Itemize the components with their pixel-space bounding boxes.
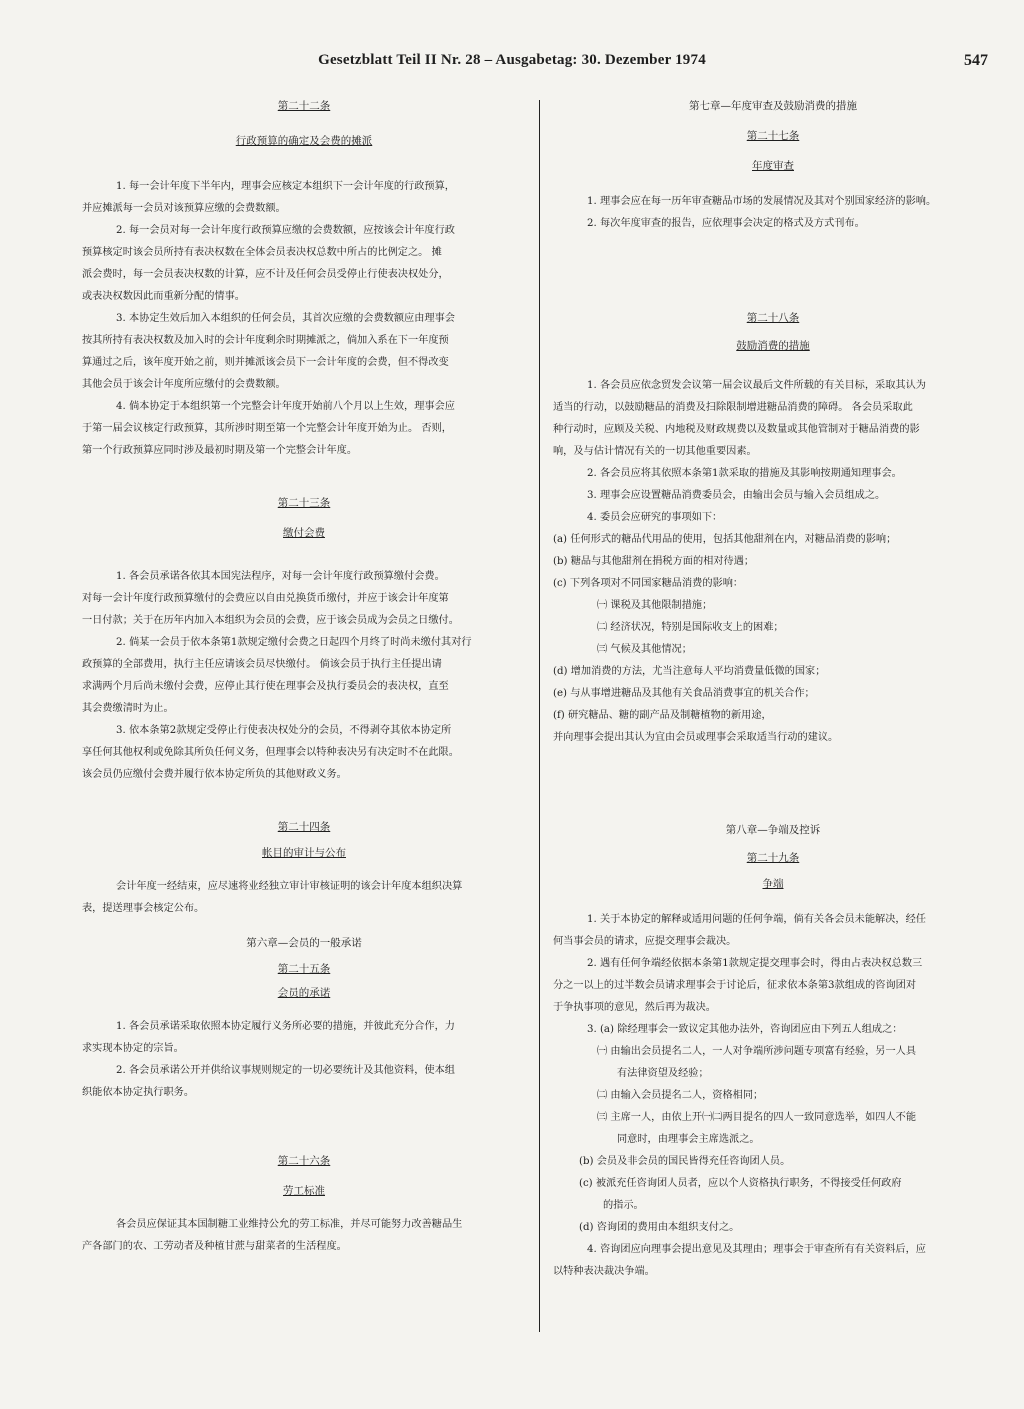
paragraph: 2. 每次年度审查的报告，应依理事会决定的格式及方式刊布。 [587,218,865,229]
article-24-number: 第二十四条 [277,821,331,833]
paragraph: 其会费缴清时为止。 [82,703,174,714]
paragraph: 并向理事会提出其认为宜由会员或理事会采取适当行动的建议。 [553,732,839,743]
paragraph: 3. 理事会应设置糖品消费委员会，由输出会员与输入会员组成之。 [587,490,886,501]
list-item: ㈡ 由输入会员提名二人，资格相同； [597,1090,764,1101]
list-item: (e) 与从事增进糖品及其他有关食品消费事宜的机关合作； [553,688,815,699]
paragraph: 享任何其他权利或免除其所负任何义务，但理事会以特种表决另有决定时不在此限。 [82,747,459,758]
list-item: (c) 下列各项对不同国家糖品消费的影响： [553,578,744,589]
paragraph: 织能依本协定执行职务。 [82,1087,195,1098]
paragraph: 以特种表决裁决争端。 [553,1266,655,1277]
paragraph: 并应摊派每一会员对该预算应缴的会费数额。 [82,203,286,214]
article-26-number: 第二十六条 [277,1155,331,1167]
paragraph: 预算核定时该会员所持有表决权数在全体会员表决权总数中所占的比例定之。 摊 [82,247,442,258]
page-number: 547 [964,52,988,69]
article-28-number: 第二十八条 [746,312,800,324]
list-item: (d) 增加消费的方法，尤当注意每人平均消费量低微的国家； [553,666,826,677]
chapter-6-heading: 第六章—会员的一般承诺 [246,937,362,949]
paragraph: 1. 理事会应在每一历年审查糖品市场的发展情况及其对个别国家经济的影响。 [587,196,937,207]
paragraph: 3. 本协定生效后加入本组织的任何会员，其首次应缴的会费数额应由理事会 [116,313,455,324]
list-item: (c) 被派充任咨询团人员者，应以个人资格执行职务，不得接受任何政府 [579,1178,902,1189]
paragraph: 适当的行动，以鼓励糖品的消费及扫除限制增进糖品消费的障碍。 各会员采取此 [553,402,913,413]
list-item: (d) 咨询团的费用由本组织支付之。 [579,1222,740,1233]
paragraph: 其他会员于该会计年度所应缴付的会费数额。 [82,379,286,390]
gazette-title: Gesetzblatt Teil II Nr. 28 – Ausgabetag: 30. Dezember 1974 [318,52,706,68]
article-29-number: 第二十九条 [746,852,800,864]
paragraph: 算通过之后，该年度开始之前，则并摊派该会员下一会计年度的会费，但不得改变 [82,357,449,368]
article-22-title: 行政预算的确定及会费的摊派 [235,135,373,147]
paragraph: 于争执事项的意见，然后再为裁决。 [553,1002,716,1013]
paragraph: 第一个行政预算应同时涉及最初时期及第一个完整会计年度。 [82,445,358,456]
left-column [82,95,526,1258]
article-23-title: 缴付会费 [283,527,325,539]
list-item: (b) 糖品与其他甜剂在捐税方面的相对待遇； [553,556,755,567]
list-item: ㈢ 气候及其他情况； [597,644,692,655]
paragraph: 或表决权数因此而重新分配的情事。 [82,291,245,302]
paragraph: 政预算的全部费用，执行主任应请该会员尽快缴付。 倘该会员于执行主任提出请 [82,659,442,670]
list-item: (f) 研究糖品、糖的副产品及制糖植物的新用途， [553,710,772,721]
paragraph: 会计年度一经结束，应尽速将业经独立审计审核证明的该会计年度本组织决算 [116,881,463,892]
list-item: 有法律资望及经验； [617,1068,709,1079]
list-item: 同意时，由理事会主席选派之。 [617,1134,760,1145]
paragraph: 1. 每一会计年度下半年内，理事会应核定本组织下一会计年度的行政预算， [116,181,455,192]
right-column [553,95,993,1283]
paragraph: 对每一会计年度行政预算缴付的会费应以自由兑换货币缴付，并应于该会计年度第 [82,593,449,604]
list-item: 的指示。 [603,1200,644,1211]
paragraph: 1. 各会员承诺采取依照本协定履行义务所必要的措施，并彼此充分合作，力 [116,1021,455,1032]
chapter-8-heading: 第八章—争端及控诉 [725,824,821,836]
paragraph: 2. 各会员承诺公开并供给议事规则规定的一切必要统计及其他资料，使本组 [116,1065,455,1076]
running-header [0,52,1024,74]
paragraph: 产各部门的农、工劳动者及种植甘蔗与甜菜者的生活程度。 [82,1241,347,1252]
article-22-number: 第二十二条 [277,100,331,112]
chapter-7-heading: 第七章—年度审查及鼓励消费的措施 [689,100,857,112]
list-item: ㈢ 主席一人，由依上开㈠㈡两目提名的四人一致同意选举，如四人不能 [597,1112,917,1123]
article-24-title: 帐目的审计与公布 [262,847,346,859]
paragraph: 1. 关于本协定的解释或适用问题的任何争端，倘有关各会员未能解决，经任 [587,914,926,925]
paragraph: 求实现本协定的宗旨。 [82,1043,184,1054]
paragraph: 一日付款；关于在历年内加入本组织为会员的会费，应于该会员成为会员之日缴付。 [82,615,459,626]
paragraph: 4. 委员会应研究的事项如下： [587,512,723,523]
column-divider [539,100,540,1332]
article-27-title: 年度审查 [752,160,794,172]
article-28-title: 鼓励消费的措施 [736,340,810,352]
article-27-number: 第二十七条 [746,130,800,142]
list-item: ㈡ 经济状况，特别是国际收支上的困难； [597,622,784,633]
paragraph: 该会员仍应缴付会费并履行依本协定所负的其他财政义务。 [82,769,347,780]
paragraph: 分之一以上的过半数会员请求理事会于讨论后，征求依本条第3款组成的咨询团对 [553,980,917,991]
article-25-title: 会员的承诺 [277,987,331,999]
paragraph: 表，提送理事会核定公布。 [82,903,205,914]
paragraph: 按其所持有表决权数及加入时的会计年度剩余时期摊派之，倘加入系在下一年度预 [82,335,449,346]
paragraph: 何当事会员的请求，应提交理事会裁决。 [553,936,737,947]
list-item: (a) 任何形式的糖品代用品的使用，包括其他甜剂在内，对糖品消费的影响； [553,534,897,545]
article-29-title: 争端 [762,878,784,890]
list-item: (b) 会员及非会员的国民皆得充任咨询团人员。 [579,1156,791,1167]
paragraph: 3. (a) 除经理事会一致议定其他办法外，咨询团应由下列五人组成之： [587,1024,903,1035]
paragraph: 4. 倘本协定于本组织第一个完整会计年度开始前八个月以上生效，理事会应 [116,401,455,412]
article-25-number: 第二十五条 [277,963,331,975]
paragraph: 派会费时，每一会员表决权数的计算，应不计及任何会员受停止行使表决权处分， [82,269,449,280]
paragraph: 于第一届会议核定行政预算，其所涉时期至第一个完整会计年度开始为止。 否则， [82,423,452,434]
article-26-title: 劳工标准 [283,1185,325,1197]
paragraph: 2. 遇有任何争端经依据本条第1款规定提交理事会时，得由占表决权总数三 [587,958,923,969]
paragraph: 响，及与估计情况有关的一切其他重要因素。 [553,446,757,457]
list-item: ㈠ 课税及其他限制措施； [597,600,713,611]
paragraph: 各会员应保证其本国制糖工业维持公允的劳工标准，并尽可能努力改善糖品生 [116,1219,463,1230]
paragraph: 1. 各会员应依念贸发会议第一届会议最后文件所载的有关目标，采取其认为 [587,380,926,391]
paragraph: 3. 依本条第2款规定受停止行使表决权处分的会员，不得剥夺其依本协定所 [116,725,452,736]
paragraph: 2. 各会员应将其依照本条第1款采取的措施及其影响按期通知理事会。 [587,468,902,479]
paragraph: 求满两个月后尚未缴付会费，应停止其行使在理事会及执行委员会的表决权，直至 [82,681,449,692]
paragraph: 2. 倘某一会员于依本条第1款规定缴付会费之日起四个月终了时尚未缴付其对行 [116,637,472,648]
paragraph: 1. 各会员承诺各依其本国宪法程序，对每一会计年度行政预算缴付会费。 [116,571,445,582]
list-item: ㈠ 由输出会员提名二人，一人对争端所涉问题专项富有经验，另一人具 [597,1046,917,1057]
article-23-number: 第二十三条 [277,497,331,509]
paragraph: 种行动时，应顾及关税、内地税及财政规费以及数量或其他管制对于糖品消费的影 [553,424,920,435]
paragraph: 2. 每一会员对每一会计年度行政预算应缴的会费数额，应按该会计年度行政 [116,225,455,236]
paragraph: 4. 咨询团应向理事会提出意见及其理由；理事会于审查所有有关资料后，应 [587,1244,926,1255]
